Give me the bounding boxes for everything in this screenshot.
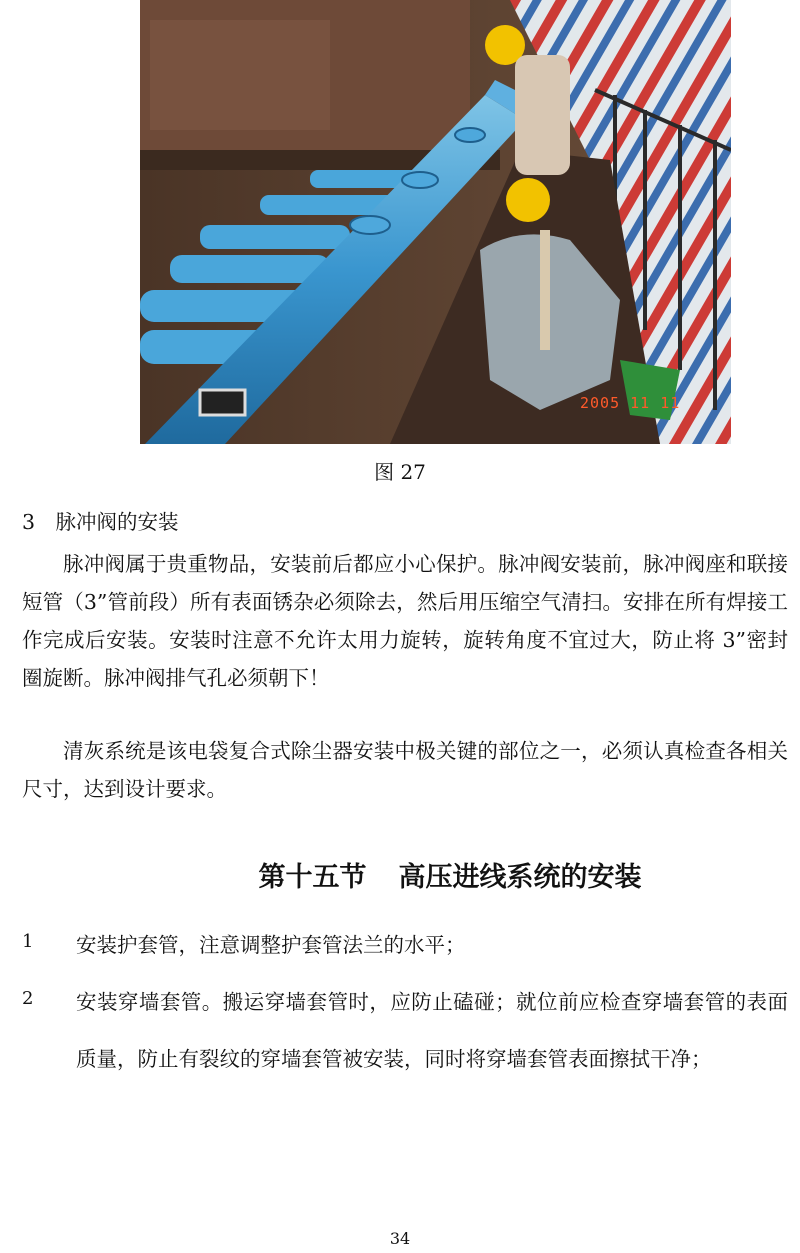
section-heading-title: 高压进线系统的安装 [398,862,642,893]
list-item-text: 安装护套管，注意调整护套管法兰的水平； [76,933,466,957]
figure-caption: 图 27 [374,460,426,484]
paragraph-cleaning-system: 清灰系统是该电袋复合式除尘器安装中极关键的部位之一，必须认真检查各相关尺寸，达到设计要求。 [22,739,788,801]
installation-photo [140,0,731,444]
section-3-title: 3 脉冲阀的安装 [22,510,179,534]
section-heading-number: 第十五节 [258,862,367,893]
list-item-text: 安装穿墙套管。搬运穿墙套管时，应防止磕碰；就位前应检查穿墙套管的表面质量，防止有裂纹的穿墙套管被安装，同时将穿墙套管表面擦拭干净； [76,990,788,1071]
list-item-number: 1 [22,931,34,952]
photo-date-stamp: 2005 11 11 [580,394,681,412]
section-heading [0,858,800,898]
list-item-number: 2 [22,988,34,1009]
page-number: 34 [389,1229,411,1248]
paragraph-pulse-valve: 脉冲阀属于贵重物品，安装前后都应小心保护。脉冲阀安装前，脉冲阀座和联接短管（3”管前段）所有表面锈杂必须除去，然后用压缩空气清扫。安排在所有焊接工作完成后安装。安装时注意不允许太用力旋转，旋转角度不宜过大，防止将 3”密封圈旋断。脉冲阀排气孔必须朝下！ [22,552,788,690]
